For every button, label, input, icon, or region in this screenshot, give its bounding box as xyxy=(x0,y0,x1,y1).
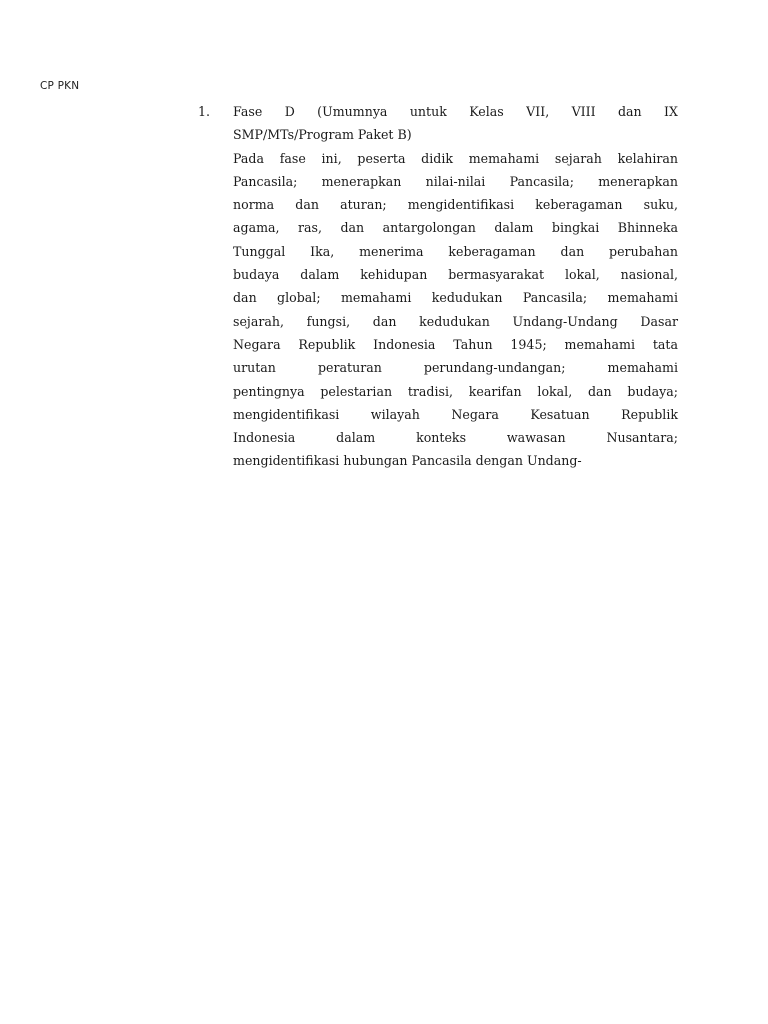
heading-line: Fase D (Umumnya untuk Kelas VII, VIII dan IX xyxy=(233,104,678,119)
paragraph-line: mengidentifikasi wilayah Negara Kesatuan Republik xyxy=(233,406,678,422)
document-label: CP PKN xyxy=(40,80,80,92)
paragraph-line: Indonesia dalam konteks wawasan Nusantara; xyxy=(233,430,678,446)
paragraph-line: pentingnya pelestarian tradisi, kearifan lokal, dan budaya; xyxy=(233,383,678,399)
paragraph-line: urutan peraturan perundang-undangan; memahami xyxy=(233,360,678,376)
paragraph-line: Pancasila; menerapkan nilai-nilai Pancasila; menerapkan xyxy=(233,173,678,189)
list-item-fase-d xyxy=(198,100,678,473)
paragraph-line: dan global; memahami kedudukan Pancasila; memahami xyxy=(233,290,678,306)
list-item-body xyxy=(233,100,678,473)
list-item-number: 1. xyxy=(198,104,211,119)
paragraph-line: sejarah, fungsi, dan kedudukan Undang-Undang Dasar xyxy=(233,313,678,329)
paragraph-line: Negara Republik Indonesia Tahun 1945; memahami tata xyxy=(233,336,678,352)
paragraph-line: agama, ras, dan antargolongan dalam bingkai Bhinneka xyxy=(233,220,678,236)
paragraph-line: mengidentifikasi hubungan Pancasila dengan Undang- xyxy=(233,453,582,469)
paragraph-line: Tunggal Ika, menerima keberagaman dan perubahan xyxy=(233,243,678,259)
paragraph-line: Pada fase ini, peserta didik memahami sejarah kelahiran xyxy=(233,150,678,166)
heading-line: SMP/MTs/Program Paket B) xyxy=(233,127,412,143)
paragraph-line: norma dan aturan; mengidentifikasi keberagaman suku, xyxy=(233,197,678,213)
paragraph-line: budaya dalam kehidupan bermasyarakat lokal, nasional, xyxy=(233,267,678,283)
